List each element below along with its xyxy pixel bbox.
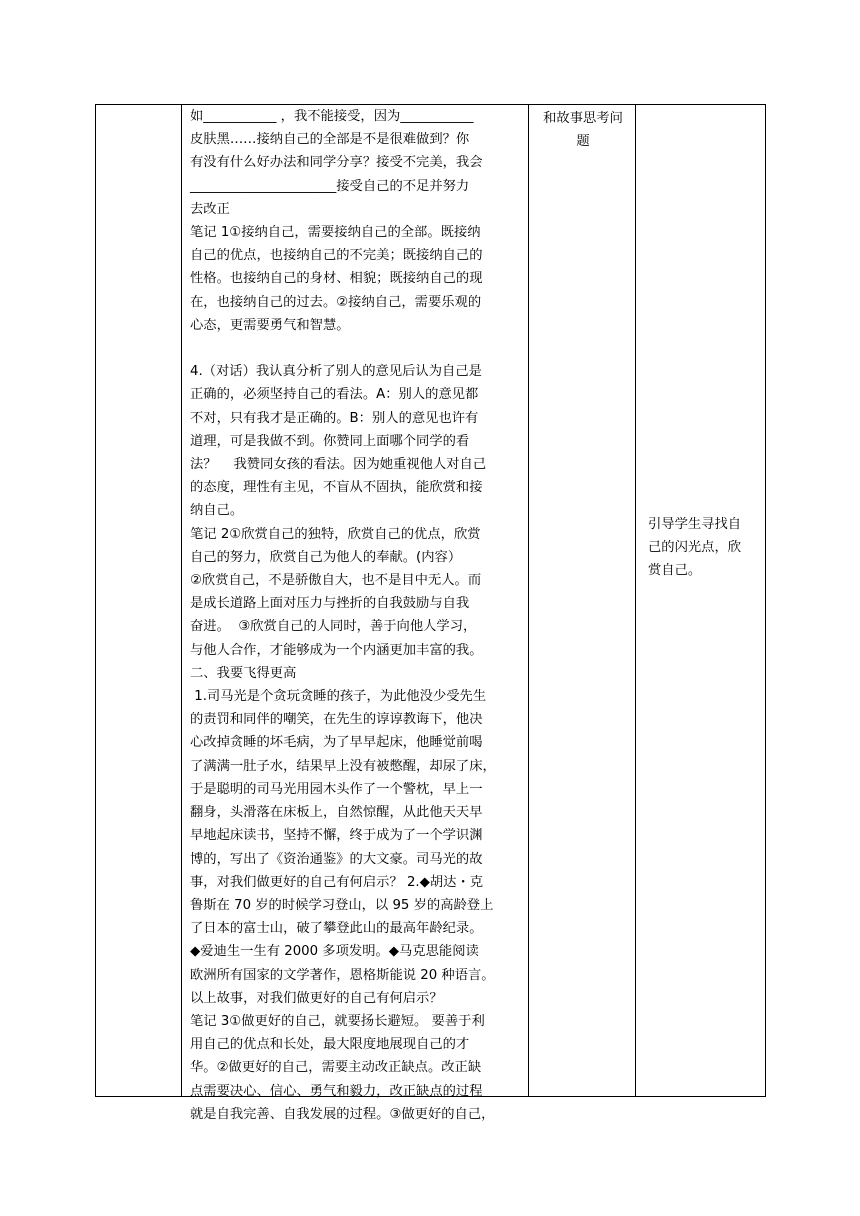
lesson-table <box>95 104 766 1122</box>
content-line <box>190 337 526 360</box>
content-line: 翻身，头滑落在床板上，自然惊醒，从此他天天早 <box>190 805 483 821</box>
content-line: ______________________接受自己的不足并努力 <box>190 178 470 194</box>
content-line: 的态度，理性有主见，不盲从不固执，能欣赏和接 <box>190 480 483 496</box>
design-intent-line: 己的闪光点，欣 <box>648 540 742 556</box>
content-line: 不对，只有我才是正确的。B：别人的意见也许有 <box>190 410 479 426</box>
content-line: 于是聪明的司马光用园木头作了一个警枕，早上一 <box>190 781 483 797</box>
content-line: ②欣赏自己，不是骄傲自大，也不是目中无人。而 <box>190 573 482 589</box>
content-line: 心态，更需要勇气和智慧。 <box>190 317 350 333</box>
content-line: 去改正 <box>190 201 230 217</box>
content-line: 自己的努力，欣赏自己为他人的奉献。(内容） <box>190 549 462 565</box>
content-line: 笔记 3①做更好的自己，就要扬长避短。 要善于利 <box>190 1013 485 1029</box>
content-line: 1.司马光是个贪玩贪睡的孩子，为此他没少受先生 <box>190 689 487 705</box>
content-line: 鲁斯在 70 岁的时候学习登山，以 95 岁的高龄登上 <box>190 897 494 913</box>
content-line: 用自己的优点和长处，最大限度地展现自己的才 <box>190 1037 470 1053</box>
content-line: 笔记 2①欣赏自己的独特，欣赏自己的优点，欣赏 <box>190 526 481 542</box>
design-intent-text <box>648 513 758 583</box>
content-line: 道理，可是我做不到。你赞同上面哪个同学的看 <box>190 433 470 449</box>
content-line: 二、我要飞得更高 <box>190 665 297 681</box>
content-line: 以上故事，对我们做更好的自己有何启示？ <box>190 990 443 1006</box>
content-line: 华。②做更好的自己，需要主动改正缺点。改正缺 <box>190 1060 482 1076</box>
content-line: 性格。也接纳自己的身材、相貌；既接纳自己的现 <box>190 271 483 287</box>
blank-column <box>96 105 182 1096</box>
teaching-content-text <box>190 105 526 1126</box>
content-line: 如___________ ，我不能接受，因为___________ <box>190 109 474 124</box>
student-activity-text <box>535 107 631 153</box>
content-line: 笔记 1①接纳自己，需要接纳自己的全部。既接纳 <box>190 225 481 241</box>
content-line: 有没有什么好办法和同学分享？接受不完美，我会 <box>190 155 483 171</box>
student-activity-line: 和故事思考问 <box>543 111 623 126</box>
design-intent-line: 赏自己。 <box>648 563 702 579</box>
content-line: 欧洲所有国家的文学著作，恩格斯能说 20 种语言。 <box>190 967 495 983</box>
content-line: 在，也接纳自己的过去。②接纳自己，需要乐观的 <box>190 294 482 310</box>
content-line: 是成长道路上面对压力与挫折的自我鼓励与自我 <box>190 596 470 612</box>
teaching-content-column <box>182 105 529 1122</box>
content-line: 心改掉贪睡的坏毛病，为了早早起床，他睡觉前喝 <box>190 735 483 751</box>
content-line: 了满满一肚子水，结果早上没有被憋醒，却尿了床， <box>190 758 496 774</box>
content-line: 奋进。 ③欣赏自己的人同时，善于向他人学习， <box>190 619 477 635</box>
content-line: 早地起床读书，坚持不懈，终于成为了一个学识渊 <box>190 828 483 844</box>
content-line: 法？ 我赞同女孩的看法。因为她重视他人对自己 <box>190 457 487 473</box>
design-intent-column <box>636 105 765 1096</box>
content-line: ◆爱迪生一生有 2000 多项发明。◆马克思能阅读 <box>190 944 479 960</box>
content-line: 4.（对话）我认真分析了别人的意见后认为自己是 <box>190 364 482 380</box>
content-line: 博的，写出了《资治通鉴》的大文豪。司马光的故 <box>190 851 483 867</box>
content-line: 就是自我完善、自我发展的过程。③做更好的自己， <box>190 1106 495 1122</box>
content-line: 与他人合作，才能够成为一个内涵更加丰富的我。 <box>190 642 483 658</box>
content-line: 了日本的富士山，破了攀登此山的最高年龄纪录。 <box>190 921 483 937</box>
content-line: 皮肤黑……接纳自己的全部是不是很难做到？你 <box>190 132 470 148</box>
student-activity-column <box>529 105 636 1096</box>
content-line: 纳自己。 <box>190 503 244 519</box>
student-activity-line: 题 <box>576 134 590 150</box>
content-line: 自己的优点，也接纳自己的不完美；既接纳自己的 <box>190 248 483 264</box>
content-line: 正确的，必须坚持自己的看法。A：别人的意见都 <box>190 387 479 403</box>
content-line: 点需要决心、信心、勇气和毅力，改正缺点的过程 <box>190 1083 483 1099</box>
content-line: 事，对我们做更好的自己有何启示？ 2.◆胡达・克 <box>190 874 484 890</box>
design-intent-line: 引导学生寻找自 <box>648 517 742 532</box>
content-line: 的责罚和同伴的嘲笑，在先生的谆谆教诲下，他决 <box>190 712 483 728</box>
